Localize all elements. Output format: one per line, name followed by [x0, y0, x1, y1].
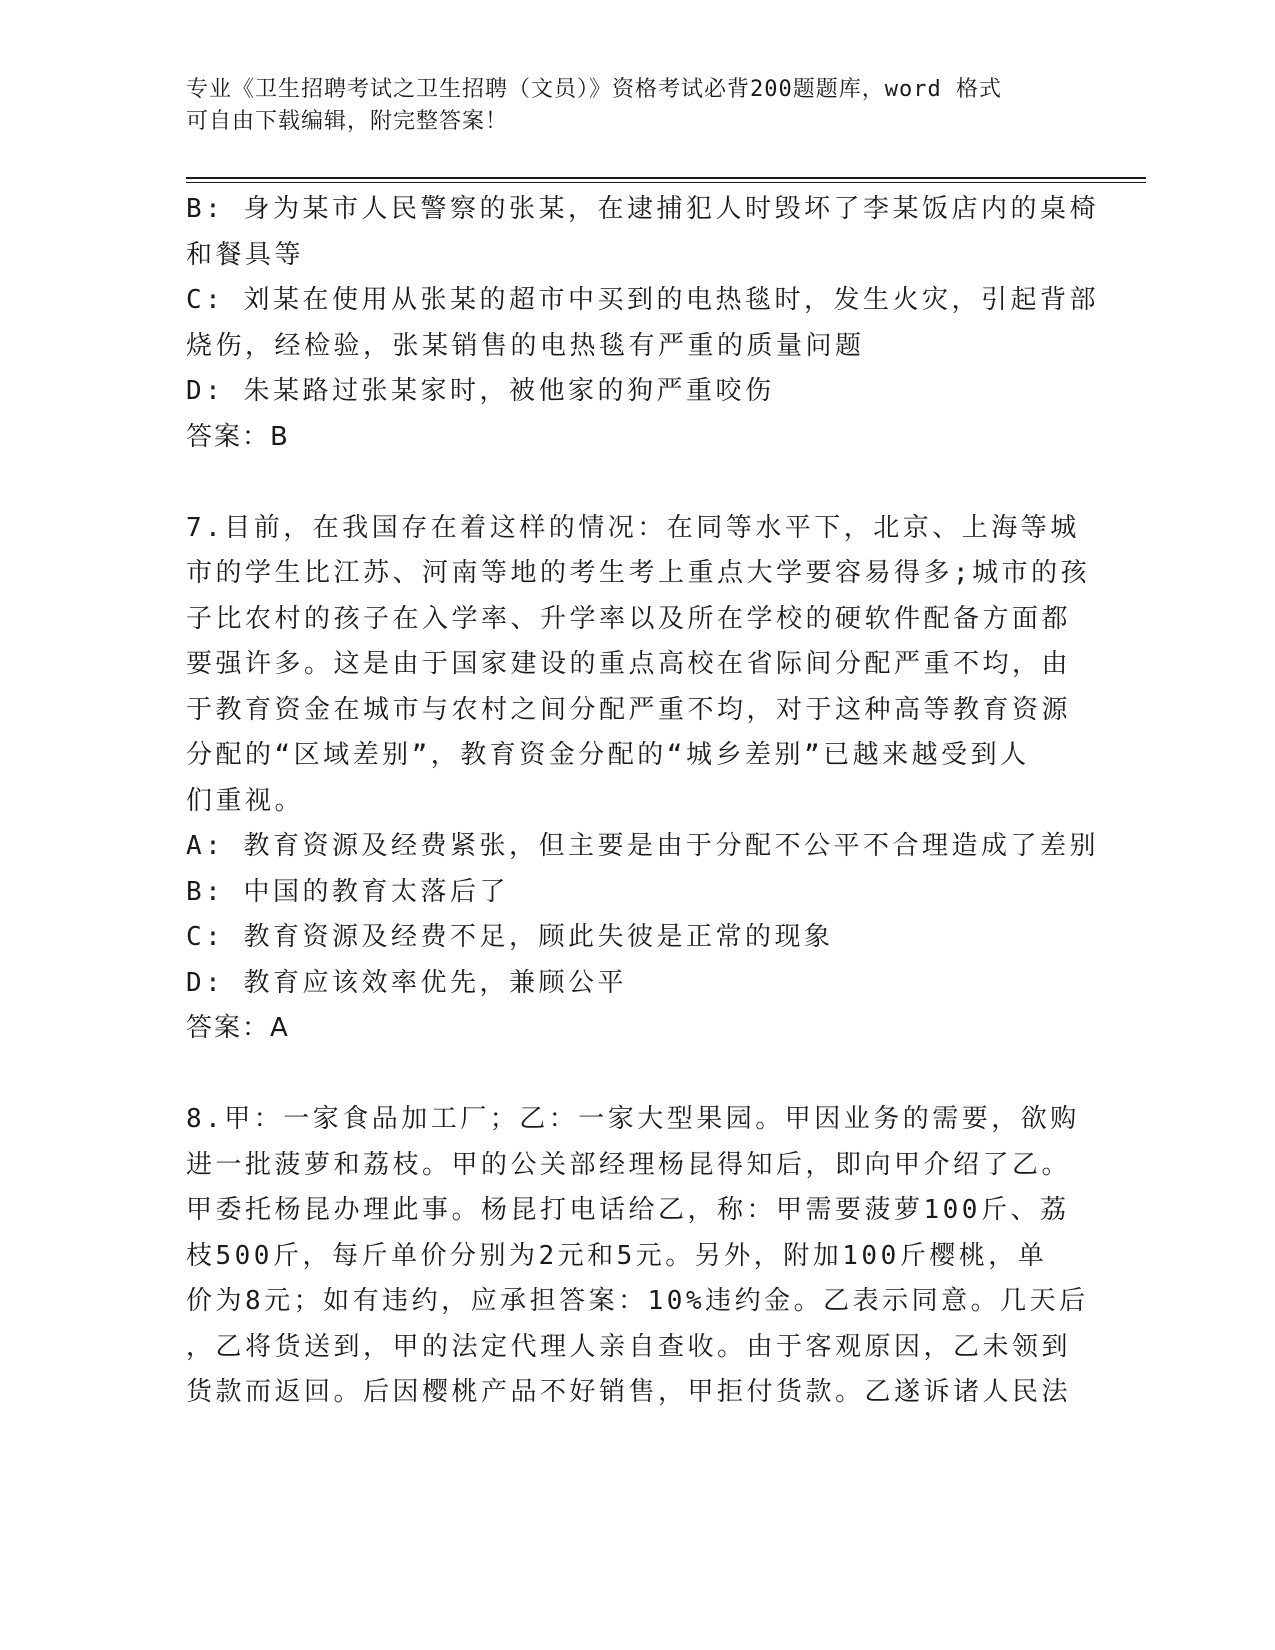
page-header — [186, 74, 1066, 138]
q7-stem-line-2: 市的学生比江苏、河南等地的考生考上重点大学要容易得多;城市的孩 — [186, 558, 1091, 588]
header-title-line-2: 可自由下载编辑，附完整答案！ — [186, 109, 509, 134]
q7-option-d: D: 教育应该效率优先，兼顾公平 — [186, 967, 627, 998]
q7-option-b: B: 中国的教育太落后了 — [186, 876, 509, 907]
q8-stem-line-7: 货款而返回。后因樱桃产品不好销售，甲拒付货款。乙遂诉诸人民法 — [186, 1377, 1072, 1407]
q8-stem-line-4: 枝500斤，每斤单价分别为2元和5元。另外，附加100斤樱桃，单 — [186, 1240, 1048, 1271]
q7-stem-line-5: 于教育资金在城市与农村之间分配严重不均，对于这种高等教育资源 — [186, 694, 1072, 725]
spacer — [186, 460, 1086, 506]
q8-stem-line-1: 8.甲：一家食品加工厂；乙：一家大型果园。甲因业务的需要，欲购 — [186, 1104, 1080, 1134]
spacer — [186, 1052, 1086, 1098]
q7-answer: 答案：A — [186, 1013, 290, 1043]
question-6-continued — [186, 187, 1099, 460]
q6-option-c-line-2: 烧伤，经检验，张某销售的电热毯有严重的质量问题 — [186, 330, 865, 361]
q7-option-a: A: 教育资源及经费紧张，但主要是由于分配不公平不合理造成了差别 — [186, 831, 1099, 861]
q8-stem-line-2: 进一批菠萝和荔枝。甲的公关部经理杨昆得知后，即向甲介绍了乙。 — [186, 1149, 1072, 1180]
q6-option-d: D: 朱某路过张某家时，被他家的狗严重咬伤 — [186, 376, 775, 406]
q7-stem-line-1: 7.目前，在我国存在着这样的情况：在同等水平下，北京、上海等城 — [186, 512, 1080, 543]
q7-option-c: C: 教育资源及经费不足，顾此失彼是正常的现象 — [186, 922, 834, 952]
header-rule-thick — [186, 177, 1146, 179]
q6-option-c-line-1: C: 刘某在使用从张某的超市中买到的电热毯时，发生火灾，引起背部 — [186, 285, 1099, 315]
q7-stem-line-6: 分配的“区域差别”，教育资金分配的“城乡差别”已越来越受到人 — [186, 740, 1030, 770]
header-title-line-1: 专业《卫生招聘考试之卫生招聘（文员）》资格考试必背200题题库，word 格式 — [186, 77, 1002, 102]
header-rule-thin — [186, 182, 1146, 183]
q8-stem-line-6: ，乙将货送到，甲的法定代理人亲自查收。由于客观原因，乙未领到 — [186, 1331, 1072, 1362]
q7-stem-line-3: 子比农村的孩子在入学率、升学率以及所在学校的硬软件配备方面都 — [186, 603, 1072, 634]
q7-stem-line-4: 要强许多。这是由于国家建设的重点高校在省际间分配严重不均，由 — [186, 649, 1072, 679]
q6-option-b-line-2: 和餐具等 — [186, 239, 305, 270]
document-body — [186, 187, 1099, 1416]
q8-stem-line-3: 甲委托杨昆办理此事。杨昆打电话给乙，称：甲需要菠萝100斤、荔 — [186, 1195, 1070, 1225]
q6-answer: 答案：B — [186, 421, 290, 452]
question-7 — [186, 506, 1099, 1052]
q7-stem-line-7: 们重视。 — [186, 785, 305, 816]
q8-stem-line-5: 价为8元；如有违约，应承担答案：10%违约金。乙表示同意。几天后 — [186, 1286, 1089, 1316]
question-8 — [186, 1097, 1089, 1416]
q6-option-b-line-1: B: 身为某市人民警察的张某，在逮捕犯人时毁坏了李某饭店内的桌椅 — [186, 194, 1099, 224]
